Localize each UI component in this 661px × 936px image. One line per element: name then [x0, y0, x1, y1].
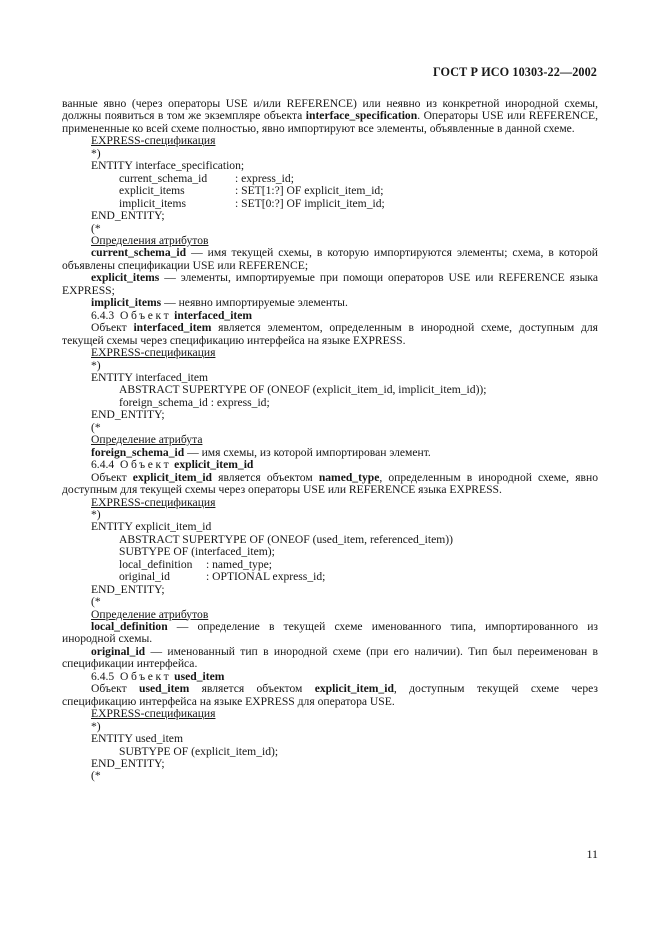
code-line: (*	[91, 595, 101, 609]
attribute-definition: original_id — именованный тип в инородной схеме (при его наличии). Тип был переименован в спецификации интерфейса.	[62, 644, 598, 671]
term: interface_specification	[305, 109, 418, 123]
definitions-heading: Определения атрибутов	[91, 233, 209, 247]
code-line: SUBTYPE OF (explicit_item_id);	[119, 744, 279, 758]
page-number: 11	[586, 847, 598, 861]
code-line: SUBTYPE OF (interfaced_item);	[119, 545, 275, 559]
code-line: foreign_schema_id : express_id;	[119, 395, 270, 409]
attribute-line: implicit_items : SET[0:?] OF implicit_item_id;	[119, 196, 385, 210]
spec-heading: EXPRESS-спецификация	[91, 707, 216, 721]
code-line: *)	[91, 146, 101, 160]
attribute-line: original_id : OPTIONAL express_id;	[119, 570, 326, 584]
code-line: (*	[91, 769, 101, 783]
code-line: *)	[91, 507, 101, 521]
section-paragraph: Объект used_item является объектом explicit_item_id, доступным текущей схеме через спецификацию интерфейса на языке EXPRESS для оператора USE.	[62, 682, 598, 708]
definitions-heading: Определение атрибута	[91, 433, 203, 447]
section-heading: 6.4.4 Объект explicit_item_id	[91, 458, 254, 472]
attribute-line: local_definition : named_type;	[119, 557, 273, 571]
spec-heading: EXPRESS-спецификация	[91, 495, 216, 509]
attribute-definition: implicit_items — неявно импортируемые элементы.	[91, 296, 348, 310]
section-paragraph: Объект interfaced_item является элементом, определенным в инородной схеме, доступным для текущей схемы через спецификацию интерфейса на языке EXPRESS.	[62, 321, 599, 347]
code-line: END_ENTITY;	[91, 757, 165, 771]
code-line: (*	[91, 221, 101, 235]
entity-declaration: ENTITY interface_specification;	[91, 159, 245, 173]
code-line: *)	[91, 719, 101, 733]
attribute-line: explicit_items : SET[1:?] OF explicit_item_id;	[119, 184, 384, 198]
spec-heading: EXPRESS-спецификация	[91, 134, 216, 148]
attribute-definition: explicit_items — элементы, импортируемые при помощи операторов USE или REFERENCE языка EXPRESS;	[62, 271, 598, 297]
attribute-line: current_schema_id : express_id;	[119, 171, 294, 185]
code-line: END_ENTITY;	[91, 408, 165, 422]
code-line: END_ENTITY;	[91, 209, 165, 223]
attribute-definition: local_definition — определение в текущей схеме именованного типа, импортированного из инородной схемы.	[62, 620, 598, 646]
attribute-definition: current_schema_id — имя текущей схемы, в которую импортируются элементы; схема, в которой объявлены спецификации USE или REFERENCE;	[62, 246, 598, 272]
entity-declaration: ENTITY interfaced_item	[91, 370, 209, 384]
section-heading: 6.4.3 Объект interfaced_item	[91, 308, 253, 322]
attribute-definition: foreign_schema_id — имя схемы, из которой импортирован элемент.	[91, 445, 431, 459]
document-header: ГОСТ Р ИСО 10303-22—2002	[432, 65, 597, 79]
section-paragraph: Объект explicit_item_id является объектом named_type, определенным в инородной схеме, явно доступным для текущей схемы через операторы USE или REFERENCE языка EXPRESS.	[62, 470, 599, 497]
page-body	[62, 98, 598, 783]
code-line: *)	[91, 358, 101, 372]
definitions-heading: Определение атрибутов	[91, 607, 209, 621]
code-line: ABSTRACT SUPERTYPE OF (ONEOF (used_item, referenced_item))	[119, 532, 453, 546]
code-line: ABSTRACT SUPERTYPE OF (ONEOF (explicit_item_id, implicit_item_id));	[119, 383, 487, 397]
code-line: END_ENTITY;	[91, 582, 165, 596]
code-line: (*	[91, 420, 101, 434]
intro-paragraph: ванные явно (через операторы USE и/или REFERENCE) или неявно из конкретной инородной схемы, должны появиться в том же экземпляре объекта interface_specification. Операторы USE или REFERENCE, примененные ко всей схеме полностью, явно импортируют все элементы, объявленные в данной схеме.	[62, 97, 599, 135]
spec-heading: EXPRESS-спецификация	[91, 346, 216, 360]
entity-declaration: ENTITY explicit_item_id	[91, 520, 212, 534]
section-heading: 6.4.5 Объект used_item	[91, 669, 225, 683]
entity-declaration: ENTITY used_item	[91, 732, 183, 746]
